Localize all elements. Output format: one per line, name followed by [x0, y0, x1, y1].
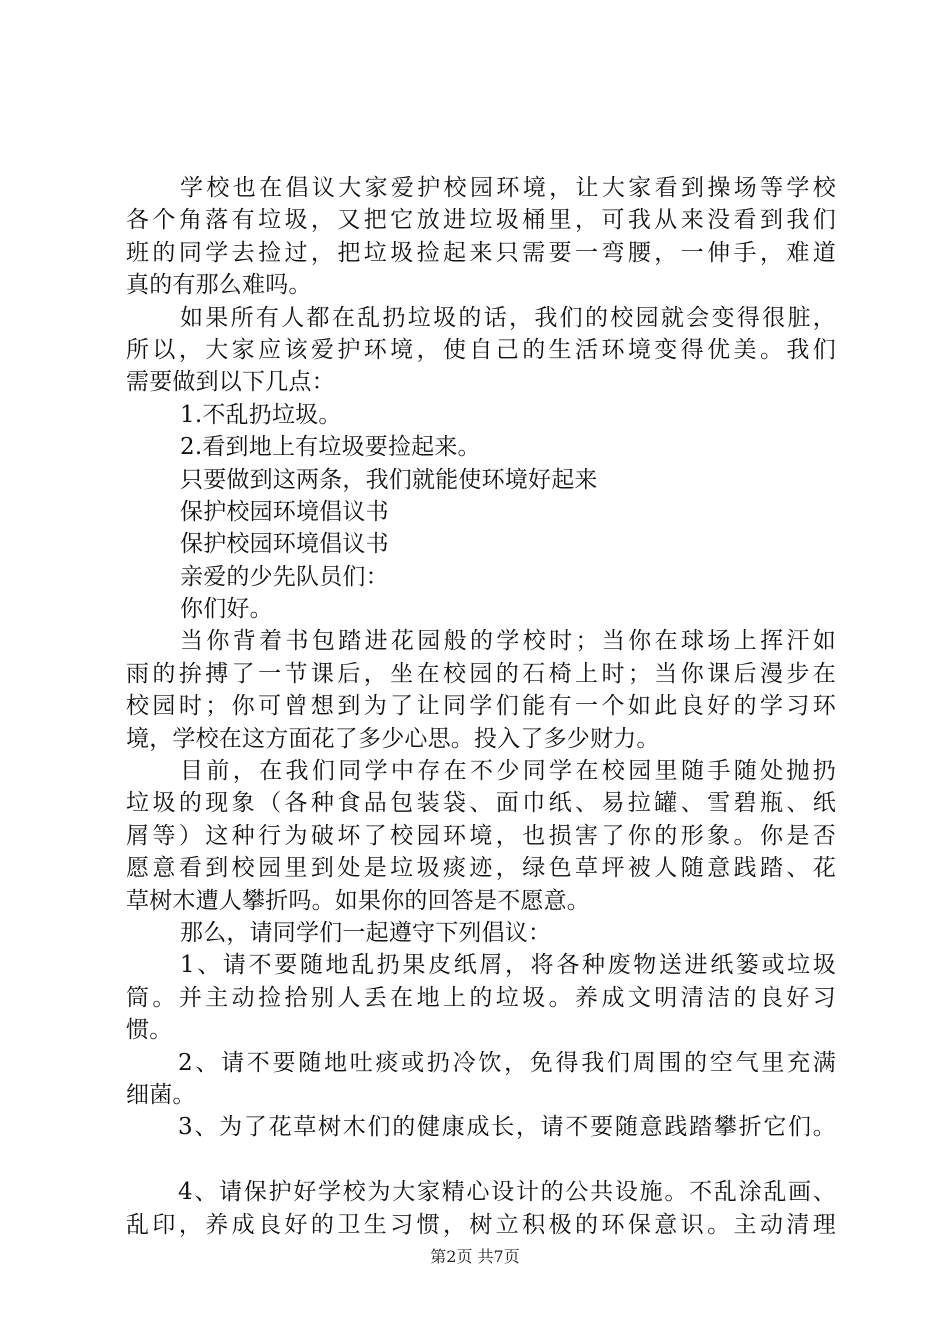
- paragraph-line: 愿意看到校园里到处是垃圾痰迹，绿色草坪被人随意践踏、花: [126, 855, 836, 882]
- paragraph-line: 各个角落有垃圾，又把它放进垃圾桶里，可我从来没看到我们: [126, 207, 836, 234]
- paragraph-line: 需要做到以下几点：: [126, 369, 335, 396]
- paragraph-line: 草树木遭人攀折吗。如果你的回答是不愿意。: [126, 887, 590, 914]
- paragraph-line: 班的同学去捡过，把垃圾捡起来只需要一弯腰，一伸手，难道: [126, 239, 836, 266]
- list-item: 3、为了花草树木们的健康成长，请不要随意践踏攀折它们。: [178, 1114, 836, 1141]
- list-item-continuation: 惯。: [126, 1017, 173, 1044]
- list-item: 2.看到地上有垃圾要捡起来。: [180, 434, 481, 461]
- paragraph-line: 真的有那么难吗。: [126, 272, 312, 299]
- paragraph-line: 垃圾的现象（各种食品包装袋、面巾纸、易拉罐、雪碧瓶、纸: [126, 790, 836, 817]
- paragraph-line: 那么，请同学们一起遵守下列倡议：: [180, 919, 552, 946]
- document-heading: 保护校园环境倡议书: [180, 498, 389, 525]
- list-item: 2、请不要随地吐痰或扔冷饮，免得我们周围的空气里充满: [178, 1049, 836, 1076]
- list-item: 1、请不要随地乱扔果皮纸屑，将各种废物送进纸篓或垃圾: [180, 952, 836, 979]
- paragraph-line: 屑等）这种行为破坏了校园环境，也损害了你的形象。你是否: [126, 822, 836, 849]
- document-heading: 保护校园环境倡议书: [180, 531, 389, 558]
- list-item-continuation: 乱印，养成良好的卫生习惯，树立积极的环保意识。主动清理: [126, 1211, 836, 1238]
- paragraph-line: 校园时；你可曾想到为了让同学们能有一个如此良好的学习环: [126, 693, 836, 720]
- paragraph-line: 学校也在倡议大家爱护校园环境，让大家看到操场等学校: [180, 175, 836, 201]
- salutation: 亲爱的少先队员们：: [180, 563, 389, 590]
- paragraph-line: 如果所有人都在乱扔垃圾的话，我们的校园就会变得很脏，: [180, 304, 836, 331]
- greeting: 你们好。: [180, 596, 273, 623]
- paragraph-line: 目前，在我们同学中存在不少同学在校园里随手随处抛扔: [180, 758, 836, 785]
- list-item: 4、请保护好学校为大家精心设计的公共设施。不乱涂乱画、: [178, 1179, 836, 1206]
- list-item-continuation: 筒。并主动捡拾别人丢在地上的垃圾。养成文明清洁的良好习: [126, 984, 836, 1011]
- document-body: [126, 172, 836, 1241]
- paragraph-line: 境，学校在这方面花了多少心思。投入了多少财力。: [126, 725, 660, 752]
- paragraph-line: 当你背着书包踏进花园般的学校时；当你在球场上挥汗如: [180, 628, 836, 655]
- list-item: 1.不乱扔垃圾。: [180, 401, 342, 428]
- paragraph-line: 所以，大家应该爱护环境，使自己的生活环境变得优美。我们: [126, 336, 836, 363]
- list-item-continuation: 细菌。: [126, 1081, 196, 1108]
- paragraph-line: 只要做到这两条，我们就能使环境好起来: [180, 466, 598, 493]
- blank-line: [126, 1144, 836, 1176]
- page-number: 第2页 共7页: [430, 1247, 520, 1266]
- paragraph-line: 雨的拚搏了一节课后，坐在校园的石椅上时；当你课后漫步在: [126, 660, 836, 687]
